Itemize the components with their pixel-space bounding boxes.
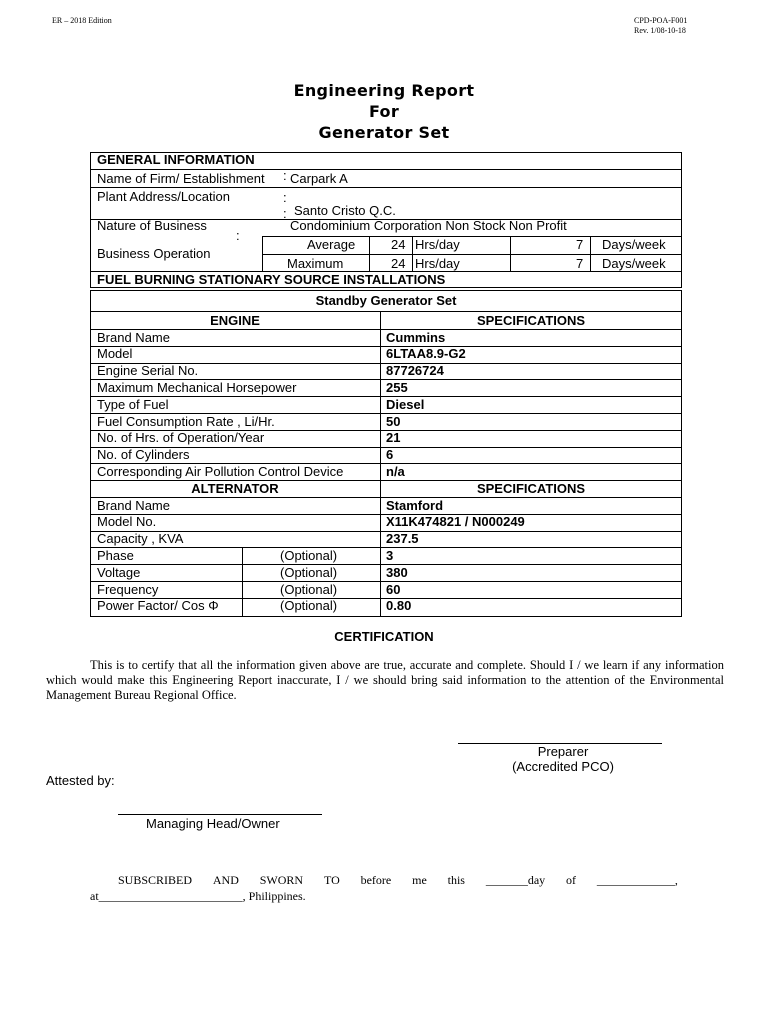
alternator-specifications-heading: SPECIFICATIONS bbox=[476, 480, 586, 496]
maximum-hours-value: 24 bbox=[391, 256, 406, 271]
alternator-spec-value: Stamford bbox=[386, 497, 444, 513]
firm-name-value: Carpark A bbox=[290, 171, 348, 186]
maximum-hours-unit: Hrs/day bbox=[415, 256, 460, 271]
engine-spec-label: No. of Hrs. of Operation/Year bbox=[97, 430, 265, 446]
optional-note: (Optional) bbox=[280, 598, 338, 614]
title-line-1: Engineering Report bbox=[293, 81, 475, 100]
firm-name-label: Name of Firm/ Establishment bbox=[97, 171, 265, 186]
alternator-optional-value: 3 bbox=[386, 547, 394, 563]
sworn-word: before bbox=[360, 873, 392, 887]
engine-specifications-heading: SPECIFICATIONS bbox=[476, 313, 586, 328]
optional-note: (Optional) bbox=[280, 581, 338, 597]
managing-head-signature-line bbox=[118, 814, 322, 815]
row-divider bbox=[90, 187, 682, 188]
managing-head-label: Managing Head/Owner bbox=[146, 816, 280, 831]
alternator-optional-value: 380 bbox=[386, 564, 408, 580]
certification-text: This is to certify that all the information given above are true, accurate and complete. Should I / we learn if any information which would make this Engineering Report inaccurate, I / we should bring said information to the attention of the Environmental Management Bureau Regional Office. bbox=[46, 658, 724, 702]
sworn-location-line: at________________________, Philippines. bbox=[90, 889, 306, 903]
optional-note: (Optional) bbox=[280, 564, 338, 580]
firm-name-colon: : bbox=[283, 168, 287, 183]
nature-business-label: Nature of Business bbox=[97, 218, 207, 233]
engine-spec-label: Model bbox=[97, 346, 133, 362]
engine-spec-value: 6LTAA8.9-G2 bbox=[386, 346, 466, 362]
engine-spec-value: 6 bbox=[386, 447, 394, 463]
revision-text: Rev. 1/08-10-18 bbox=[634, 26, 686, 35]
title-line-2: For bbox=[368, 102, 400, 121]
average-hours-unit: Hrs/day bbox=[415, 237, 460, 252]
standby-generator-heading: Standby Generator Set bbox=[315, 293, 457, 308]
alternator-optional-value: 60 bbox=[386, 581, 401, 597]
general-info-heading: GENERAL INFORMATION bbox=[97, 152, 255, 167]
business-operation-colon: : bbox=[236, 228, 240, 243]
alternator-optional-value: 0.80 bbox=[386, 598, 412, 614]
engine-spec-value: n/a bbox=[386, 463, 405, 479]
sworn-word: me bbox=[412, 873, 427, 887]
sworn-word: this bbox=[447, 873, 465, 887]
form-code bbox=[634, 16, 687, 36]
maximum-days-value: 7 bbox=[576, 256, 584, 271]
engine-spec-label: Corresponding Air Pollution Control Device bbox=[97, 463, 344, 479]
form-code-text: CPD-POA-F001 bbox=[634, 16, 688, 25]
alternator-optional-label: Frequency bbox=[97, 581, 159, 597]
preparer-label: Preparer bbox=[537, 744, 589, 759]
plant-address-colon: : bbox=[283, 206, 287, 221]
engine-spec-label: Brand Name bbox=[97, 329, 170, 345]
alternator-optional-label: Voltage bbox=[97, 564, 141, 580]
sworn-word: _______day bbox=[485, 873, 546, 887]
engine-spec-label: Maximum Mechanical Horsepower bbox=[97, 379, 297, 395]
engine-spec-label: Fuel Consumption Rate , Li/Hr. bbox=[97, 413, 275, 429]
plant-address-value: Santo Cristo Q.C. bbox=[294, 203, 396, 218]
sworn-word: _____________, bbox=[596, 873, 678, 887]
engine-spec-label: No. of Cylinders bbox=[97, 447, 190, 463]
alternator-spec-label: Brand Name bbox=[97, 497, 170, 513]
alternator-optional-label: Phase bbox=[97, 547, 134, 563]
plant-address-colon: : bbox=[283, 190, 287, 205]
row-divider bbox=[90, 311, 682, 312]
engine-spec-value: 255 bbox=[386, 379, 408, 395]
engine-spec-value: Cummins bbox=[386, 329, 446, 345]
sworn-word: SWORN bbox=[259, 873, 304, 887]
maximum-days-unit: Days/week bbox=[602, 256, 666, 271]
engine-spec-label: Type of Fuel bbox=[97, 396, 169, 412]
alternator-spec-value: 237.5 bbox=[386, 531, 419, 547]
plant-address-label: Plant Address/Location bbox=[97, 189, 230, 204]
optional-note: (Optional) bbox=[280, 547, 338, 563]
certification-heading: CERTIFICATION bbox=[334, 629, 434, 644]
row-divider bbox=[90, 169, 682, 170]
fuel-burning-heading: FUEL BURNING STATIONARY SOURCE INSTALLATIONS bbox=[97, 272, 446, 287]
title-line-3: Generator Set bbox=[318, 123, 450, 142]
alternator-heading: ALTERNATOR bbox=[191, 480, 279, 496]
engine-heading: ENGINE bbox=[210, 313, 260, 328]
engine-spec-value: 50 bbox=[386, 413, 401, 429]
sworn-word: TO bbox=[323, 873, 340, 887]
alternator-spec-label: Capacity , KVA bbox=[97, 531, 184, 547]
attested-by-label: Attested by: bbox=[46, 773, 115, 788]
engine-spec-label: Engine Serial No. bbox=[97, 363, 199, 379]
row-divider bbox=[262, 254, 682, 255]
preparer-note: (Accredited PCO) bbox=[512, 759, 614, 774]
sworn-word: SUBSCRIBED bbox=[118, 873, 193, 887]
business-operation-label: Business Operation bbox=[97, 246, 211, 261]
alternator-spec-label: Model No. bbox=[97, 514, 157, 530]
sworn-statement bbox=[118, 873, 678, 888]
maximum-label: Maximum bbox=[287, 256, 344, 271]
report-title bbox=[0, 80, 768, 143]
engine-spec-value: 87726724 bbox=[386, 363, 444, 379]
sworn-word: of bbox=[566, 873, 577, 887]
col-divider bbox=[242, 547, 243, 617]
sworn-word: AND bbox=[212, 873, 239, 887]
average-days-unit: Days/week bbox=[602, 237, 666, 252]
edition-label: ER – 2018 Edition bbox=[52, 16, 112, 25]
average-label: Average bbox=[307, 237, 356, 252]
engine-spec-value: Diesel bbox=[386, 396, 425, 412]
engine-spec-value: 21 bbox=[386, 430, 401, 446]
nature-business-value: Condominium Corporation Non Stock Non Profit bbox=[290, 218, 567, 233]
alternator-spec-value: X11K474821 / N000249 bbox=[386, 514, 525, 530]
average-hours-value: 24 bbox=[391, 237, 406, 252]
alternator-optional-label: Power Factor/ Cos Φ bbox=[97, 598, 219, 614]
average-days-value: 7 bbox=[576, 237, 584, 252]
